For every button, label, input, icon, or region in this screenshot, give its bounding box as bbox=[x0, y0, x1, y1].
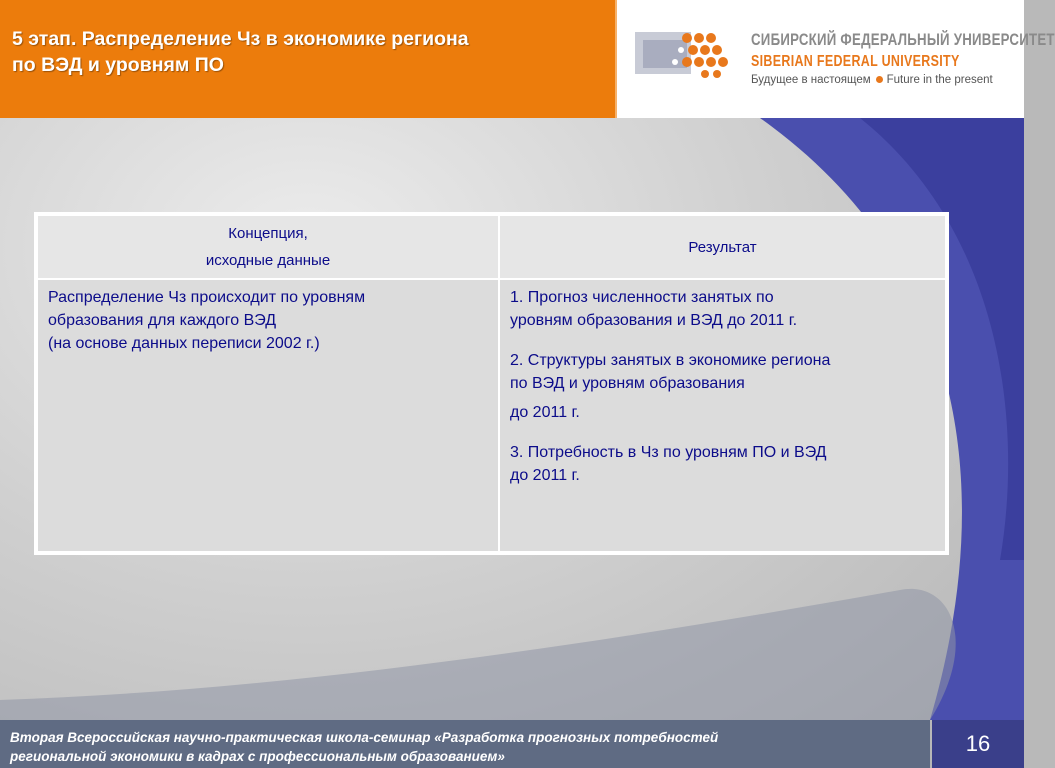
result-item-3 bbox=[510, 441, 935, 487]
table-header-row bbox=[37, 215, 946, 279]
result-cell bbox=[499, 279, 946, 552]
result-item-line: 3. Потребность в Чз по уровням ПО и ВЭД bbox=[510, 444, 827, 461]
logo-tagline-en: Future in the present bbox=[886, 74, 993, 86]
concept-result-table bbox=[36, 214, 947, 553]
logo-name-ru: СИБИРСКИЙ ФЕДЕРАЛЬНЫЙ УНИВЕРСИТЕТ bbox=[751, 30, 1055, 49]
slide-title: 5 этап. Распределение Чз в экономике региона по ВЭД и уровням ПО bbox=[12, 28, 469, 76]
result-item-line: по ВЭД и уровням образования bbox=[510, 375, 745, 392]
concept-cell bbox=[37, 279, 499, 552]
content-table bbox=[34, 212, 949, 555]
result-item-line: до 2011 г. bbox=[510, 467, 580, 484]
university-logo bbox=[619, 0, 1055, 108]
header-result: Результат bbox=[499, 215, 946, 279]
logo-tagline-ru: Будущее в настоящем bbox=[751, 74, 871, 86]
logo-tagline bbox=[751, 74, 993, 86]
concept-text: Распределение Чз происходит по уровням образования для каждого ВЭД (на основе данных переписи 2002 г.) bbox=[48, 289, 366, 352]
header-concept bbox=[37, 215, 499, 279]
header-concept-line2: исходные данные bbox=[205, 252, 331, 269]
result-item-line: 2. Структуры занятых в экономике региона bbox=[510, 352, 831, 369]
result-item-1 bbox=[510, 286, 935, 332]
result-item-line: 1. Прогноз численности занятых по bbox=[510, 289, 774, 306]
title-box bbox=[0, 0, 617, 118]
result-item-2 bbox=[510, 349, 935, 424]
result-item-line: уровням образования и ВЭД до 2011 г. bbox=[510, 312, 798, 329]
header-concept-line1: Концепция, bbox=[228, 225, 308, 242]
slide-header bbox=[0, 0, 1055, 118]
slide-footer bbox=[0, 720, 930, 768]
result-item-line: до 2011 г. bbox=[510, 404, 580, 421]
logo-name-en: SIBERIAN FEDERAL UNIVERSITY bbox=[751, 53, 960, 70]
page-number: 16 bbox=[932, 720, 1024, 768]
tagline-dot-icon bbox=[876, 76, 883, 83]
table-row bbox=[37, 279, 946, 552]
university-emblem-icon bbox=[635, 26, 735, 80]
footer-text: Вторая Всероссийская научно-практическая школа-семинар «Разработка прогнозных потребностей региональной экономики в кадрах с профессиональным образованием» bbox=[10, 730, 719, 764]
